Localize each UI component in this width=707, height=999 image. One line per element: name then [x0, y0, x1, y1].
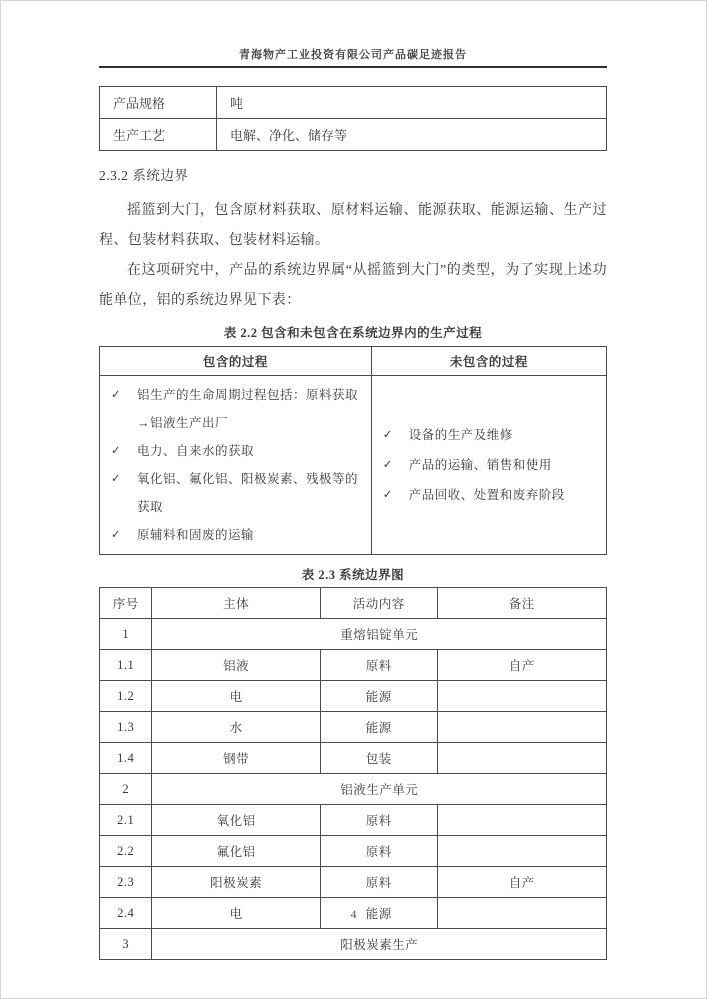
header-rule — [99, 66, 607, 68]
table-row — [100, 650, 607, 681]
spec-row — [100, 87, 607, 119]
row-activity: 能源 — [320, 898, 437, 929]
check-list-item — [100, 465, 371, 521]
table-2-3-caption: 表 2.3 系统边界图 — [301, 568, 405, 582]
boundary-process-table — [99, 346, 607, 555]
row-activity: 原料 — [320, 650, 437, 681]
document-header-title: 青海物产工业投资有限公司产品碳足迹报告 — [239, 49, 467, 61]
row-activity: 包装 — [320, 743, 437, 774]
row-activity: 原料 — [320, 836, 437, 867]
column-header-excluded: 未包含的过程 — [371, 347, 606, 376]
excluded-cell — [371, 376, 606, 555]
row-index: 2.3 — [100, 867, 152, 898]
row-index: 2.2 — [100, 836, 152, 867]
section-paragraphs — [99, 196, 607, 316]
check-item-label: 原辅料和固废的运输 — [137, 528, 255, 542]
check-item-label: 氧化铝、氟化铝、阳极炭素、残极等的获取 — [137, 472, 359, 514]
row-subject: 水 — [152, 712, 320, 743]
product-spec-table — [99, 86, 607, 151]
check-item-label: 产品回收、处置和废弃阶段 — [408, 488, 565, 502]
row-index: 2 — [100, 774, 152, 805]
document-header — [99, 1, 607, 68]
spec-value: 吨 — [217, 87, 607, 119]
boundary-process-table-body — [100, 376, 607, 555]
table-header-row — [100, 588, 607, 619]
body-paragraph: 在这项研究中，产品的系统边界属“从摇篮到大门”的类型，为了实现上述功能单位，铝的系统边界见下表： — [99, 263, 607, 308]
check-item-label: 设备的生产及维修 — [408, 428, 513, 442]
table-2-2-caption: 表 2.2 包含和未包含在系统边界内的生产过程 — [223, 326, 483, 340]
row-subject: 钢带 — [152, 743, 320, 774]
table-row — [100, 619, 607, 650]
row-subject: 铝液 — [152, 650, 320, 681]
check-item-label: 产品的运输、销售和使用 — [408, 458, 552, 472]
check-icon: ✓ — [382, 489, 393, 501]
row-index: 1.2 — [100, 681, 152, 712]
row-activity: 原料 — [320, 805, 437, 836]
table-row — [100, 836, 607, 867]
table-row — [100, 712, 607, 743]
check-list-item — [372, 420, 606, 450]
row-merged-label: 阳极炭素生产 — [152, 929, 607, 960]
included-cell — [100, 376, 372, 555]
row-note — [437, 712, 606, 743]
check-icon: ✓ — [111, 445, 121, 457]
check-list-item — [372, 450, 606, 480]
check-icon: ✓ — [382, 429, 393, 441]
excluded-list — [372, 415, 606, 515]
page-number: 4 — [350, 907, 357, 921]
row-index: 1 — [100, 619, 152, 650]
row-note — [437, 681, 606, 712]
row-merged-label: 铝液生产单元 — [152, 774, 607, 805]
section-heading: 2.3.2 系统边界 — [99, 168, 189, 183]
row-index: 1.1 — [100, 650, 152, 681]
row-note — [437, 805, 606, 836]
table-row — [100, 743, 607, 774]
column-header-activity: 活动内容 — [320, 588, 437, 619]
column-header-note: 备注 — [437, 588, 606, 619]
page-content — [1, 1, 706, 960]
column-header-subject: 主体 — [152, 588, 320, 619]
row-note — [437, 836, 606, 867]
check-icon: ✓ — [111, 389, 121, 401]
row-subject: 氧化铝 — [152, 805, 320, 836]
row-note: 自产 — [437, 650, 606, 681]
row-subject: 电 — [152, 681, 320, 712]
table-header-row — [100, 347, 607, 376]
row-activity: 能源 — [320, 712, 437, 743]
row-index: 2.4 — [100, 898, 152, 929]
table-row — [100, 681, 607, 712]
body-paragraph: 摇篮到大门，包含原材料获取、原材料运输、能源获取、能源运输、生产过程、包装材料获取、包装材料运输。 — [99, 203, 607, 248]
check-icon: ✓ — [111, 529, 121, 541]
row-index: 2.1 — [100, 805, 152, 836]
column-header-index: 序号 — [100, 588, 152, 619]
row-subject: 电 — [152, 898, 320, 929]
spec-value: 电解、净化、储存等 — [217, 119, 607, 151]
row-index: 3 — [100, 929, 152, 960]
system-boundary-table — [99, 587, 607, 960]
check-list-item — [100, 521, 371, 549]
spec-label: 产品规格 — [100, 87, 217, 119]
row-note: 自产 — [437, 867, 606, 898]
column-header-included: 包含的过程 — [100, 347, 372, 376]
check-item-label: 电力、自来水的获取 — [137, 444, 255, 458]
row-activity: 能源 — [320, 681, 437, 712]
check-icon: ✓ — [382, 459, 393, 471]
table-row — [100, 805, 607, 836]
spec-table-body — [100, 87, 607, 151]
check-item-label: 铝生产的生命周期过程包括：原料获取→铝液生产出厂 — [137, 388, 359, 430]
check-list-item — [100, 437, 371, 465]
spec-row — [100, 119, 607, 151]
included-list — [100, 376, 371, 554]
table-row — [100, 867, 607, 898]
spec-label: 生产工艺 — [100, 119, 217, 151]
check-list-item — [100, 381, 371, 437]
check-icon: ✓ — [111, 473, 121, 485]
table-row — [100, 376, 607, 555]
row-merged-label: 重熔铝锭单元 — [152, 619, 607, 650]
table-row — [100, 929, 607, 960]
row-index: 1.4 — [100, 743, 152, 774]
row-subject: 氟化铝 — [152, 836, 320, 867]
row-subject: 阳极炭素 — [152, 867, 320, 898]
row-note — [437, 743, 606, 774]
row-activity: 原料 — [320, 867, 437, 898]
boundary-process-table-head — [100, 347, 607, 376]
system-boundary-table-body — [100, 588, 607, 960]
row-index: 1.3 — [100, 712, 152, 743]
check-list-item — [372, 480, 606, 510]
table-row — [100, 774, 607, 805]
